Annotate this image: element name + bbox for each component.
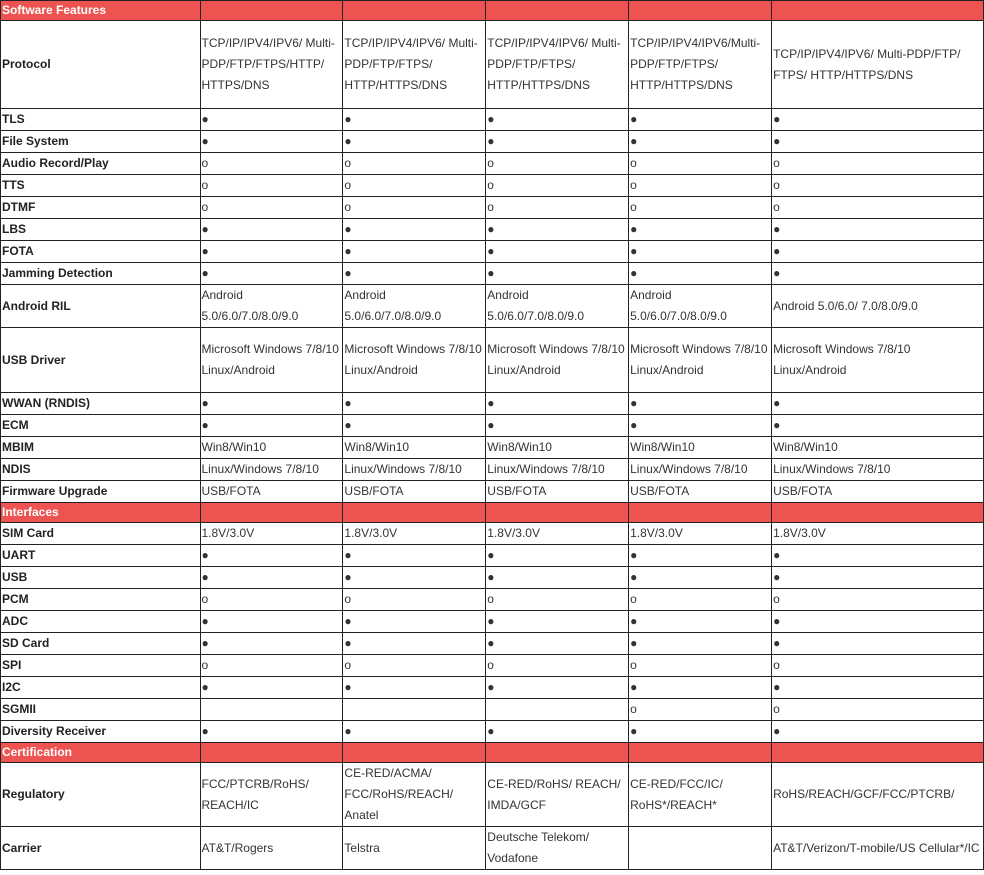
- table-cell: Win8/Win10: [343, 437, 486, 459]
- row-label: WWAN (RNDIS): [1, 393, 201, 415]
- table-cell: o: [200, 197, 343, 219]
- table-cell: o: [629, 175, 772, 197]
- table-cell: ●: [629, 219, 772, 241]
- table-row: [1, 699, 984, 721]
- table-cell: ●: [486, 677, 629, 699]
- table-cell: ●: [200, 241, 343, 263]
- row-label: SD Card: [1, 633, 201, 655]
- table-cell: o: [486, 589, 629, 611]
- table-cell: Microsoft Windows 7/8/10 Linux/Android: [200, 328, 343, 393]
- table-row: [1, 197, 984, 219]
- table-cell: ●: [486, 219, 629, 241]
- table-row: [1, 481, 984, 503]
- table-row: [1, 393, 984, 415]
- table-cell: ●: [486, 241, 629, 263]
- table-cell: ●: [629, 131, 772, 153]
- table-cell: USB/FOTA: [629, 481, 772, 503]
- table-cell: Microsoft Windows 7/8/10 Linux/Android: [629, 328, 772, 393]
- table-cell: Telstra: [343, 827, 486, 870]
- table-cell: ●: [486, 109, 629, 131]
- table-cell: o: [486, 153, 629, 175]
- table-cell: ●: [486, 393, 629, 415]
- table-cell: ●: [629, 567, 772, 589]
- row-label: SPI: [1, 655, 201, 677]
- table-cell: ●: [200, 633, 343, 655]
- table-cell: ●: [486, 545, 629, 567]
- table-cell: ●: [343, 109, 486, 131]
- table-cell: AT&T/Rogers: [200, 827, 343, 870]
- table-cell: FCC/PTCRB/RoHS/ REACH/IC: [200, 763, 343, 827]
- table-cell: o: [772, 153, 984, 175]
- table-cell: ●: [772, 567, 984, 589]
- table-cell: ●: [343, 721, 486, 743]
- row-label: ADC: [1, 611, 201, 633]
- table-cell: ●: [772, 219, 984, 241]
- table-cell: 1.8V/3.0V: [200, 523, 343, 545]
- section-header-software: [1, 1, 984, 21]
- table-row: [1, 285, 984, 328]
- table-row: [1, 153, 984, 175]
- table-row: [1, 109, 984, 131]
- table-row: [1, 633, 984, 655]
- table-cell: o: [772, 175, 984, 197]
- table-cell: USB/FOTA: [772, 481, 984, 503]
- table-cell: 1.8V/3.0V: [629, 523, 772, 545]
- table-cell: o: [486, 175, 629, 197]
- table-row: [1, 611, 984, 633]
- table-cell: TCP/IP/IPV4/IPV6/ Multi-PDP/FTP/FTPS/ HTTP/HTTPS/DNS: [486, 21, 629, 109]
- row-label: PCM: [1, 589, 201, 611]
- table-cell: ●: [200, 611, 343, 633]
- table-cell: CE-RED/ACMA/ FCC/RoHS/REACH/ Anatel: [343, 763, 486, 827]
- table-cell: Android 5.0/6.0/7.0/8.0/9.0: [486, 285, 629, 328]
- table-cell: Linux/Windows 7/8/10: [200, 459, 343, 481]
- table-cell: RoHS/REACH/GCF/FCC/PTCRB/: [772, 763, 984, 827]
- row-label: Firmware Upgrade: [1, 481, 201, 503]
- table-row: [1, 763, 984, 827]
- table-cell: CE-RED/RoHS/ REACH/ IMDA/GCF: [486, 763, 629, 827]
- table-row: [1, 589, 984, 611]
- table-cell: ●: [772, 393, 984, 415]
- row-label: Carrier: [1, 827, 201, 870]
- section-title: Certification: [1, 743, 201, 763]
- table-cell: ●: [772, 415, 984, 437]
- table-cell: o: [343, 153, 486, 175]
- section-header-certification: [1, 743, 984, 763]
- table-cell: o: [772, 197, 984, 219]
- table-cell: Win8/Win10: [200, 437, 343, 459]
- table-cell: ●: [772, 633, 984, 655]
- table-cell: ●: [772, 611, 984, 633]
- table-cell: ●: [343, 393, 486, 415]
- table-cell: Deutsche Telekom/ Vodafone: [486, 827, 629, 870]
- table-cell: o: [629, 153, 772, 175]
- table-cell: o: [200, 589, 343, 611]
- table-cell: ●: [343, 677, 486, 699]
- table-cell: Linux/Windows 7/8/10: [629, 459, 772, 481]
- table-row: [1, 21, 984, 109]
- row-label: LBS: [1, 219, 201, 241]
- table-cell: ●: [486, 721, 629, 743]
- table-cell: [629, 827, 772, 870]
- table-cell: o: [772, 655, 984, 677]
- row-label: FOTA: [1, 241, 201, 263]
- table-cell: ●: [343, 611, 486, 633]
- table-cell: ●: [629, 721, 772, 743]
- table-cell: o: [772, 699, 984, 721]
- table-cell: AT&T/Verizon/T-mobile/US Cellular*/IC: [772, 827, 984, 870]
- table-cell: USB/FOTA: [200, 481, 343, 503]
- row-label: ECM: [1, 415, 201, 437]
- section-title: Software Features: [1, 1, 201, 21]
- table-cell: ●: [486, 611, 629, 633]
- table-cell: ●: [343, 241, 486, 263]
- table-cell: ●: [200, 545, 343, 567]
- row-label: DTMF: [1, 197, 201, 219]
- table-cell: o: [200, 175, 343, 197]
- table-row: [1, 827, 984, 870]
- table-cell: o: [486, 197, 629, 219]
- table-row: [1, 721, 984, 743]
- table-cell: CE-RED/FCC/IC/ RoHS*/REACH*: [629, 763, 772, 827]
- table-row: [1, 328, 984, 393]
- table-cell: o: [629, 655, 772, 677]
- table-cell: ●: [772, 131, 984, 153]
- table-cell: TCP/IP/IPV4/IPV6/ Multi-PDP/FTP/ FTPS/ HTTP/HTTPS/DNS: [772, 21, 984, 109]
- table-row: [1, 131, 984, 153]
- table-cell: [200, 699, 343, 721]
- table-cell: ●: [772, 241, 984, 263]
- table-cell: [486, 699, 629, 721]
- table-cell: ●: [629, 415, 772, 437]
- table-cell: Win8/Win10: [486, 437, 629, 459]
- table-cell: ●: [343, 545, 486, 567]
- table-row: [1, 437, 984, 459]
- table-cell: o: [629, 699, 772, 721]
- table-row: [1, 219, 984, 241]
- table-cell: ●: [629, 677, 772, 699]
- table-cell: o: [629, 589, 772, 611]
- table-row: [1, 545, 984, 567]
- table-cell: 1.8V/3.0V: [772, 523, 984, 545]
- table-cell: o: [343, 197, 486, 219]
- table-cell: Microsoft Windows 7/8/10 Linux/Android: [772, 328, 984, 393]
- row-label: SIM Card: [1, 523, 201, 545]
- table-row: [1, 567, 984, 589]
- table-cell: ●: [200, 109, 343, 131]
- row-label: USB: [1, 567, 201, 589]
- table-cell: o: [629, 197, 772, 219]
- table-cell: ●: [343, 415, 486, 437]
- row-label: Android RIL: [1, 285, 201, 328]
- table-cell: Win8/Win10: [772, 437, 984, 459]
- table-cell: [343, 699, 486, 721]
- row-label: SGMII: [1, 699, 201, 721]
- table-cell: ●: [629, 393, 772, 415]
- table-cell: Win8/Win10: [629, 437, 772, 459]
- table-cell: 1.8V/3.0V: [486, 523, 629, 545]
- table-row: [1, 655, 984, 677]
- row-label: File System: [1, 131, 201, 153]
- table-cell: ●: [629, 633, 772, 655]
- table-row: [1, 175, 984, 197]
- table-cell: ●: [772, 677, 984, 699]
- table-cell: ●: [200, 567, 343, 589]
- table-cell: USB/FOTA: [486, 481, 629, 503]
- table-cell: ●: [486, 567, 629, 589]
- table-row: [1, 523, 984, 545]
- table-cell: ●: [486, 263, 629, 285]
- table-cell: ●: [629, 545, 772, 567]
- table-cell: ●: [200, 393, 343, 415]
- table-cell: 1.8V/3.0V: [343, 523, 486, 545]
- table-cell: Android 5.0/6.0/7.0/8.0/9.0: [629, 285, 772, 328]
- table-cell: o: [200, 153, 343, 175]
- row-label: TTS: [1, 175, 201, 197]
- row-label: Diversity Receiver: [1, 721, 201, 743]
- table-cell: o: [486, 655, 629, 677]
- section-header-interfaces: [1, 503, 984, 523]
- row-label: TLS: [1, 109, 201, 131]
- table-cell: Linux/Windows 7/8/10: [343, 459, 486, 481]
- table-cell: TCP/IP/IPV4/IPV6/ Multi- PDP/FTP/FTPS/HTTP/ HTTPS/DNS: [200, 21, 343, 109]
- table-cell: TCP/IP/IPV4/IPV6/ Multi-PDP/FTP/FTPS/ HTTP/HTTPS/DNS: [343, 21, 486, 109]
- table-cell: ●: [629, 109, 772, 131]
- table-row: [1, 241, 984, 263]
- table-cell: USB/FOTA: [343, 481, 486, 503]
- table-cell: ●: [772, 721, 984, 743]
- table-cell: ●: [772, 109, 984, 131]
- row-label: Protocol: [1, 21, 201, 109]
- row-label: MBIM: [1, 437, 201, 459]
- table-cell: o: [343, 175, 486, 197]
- table-cell: ●: [200, 677, 343, 699]
- table-cell: ●: [772, 545, 984, 567]
- table-cell: Android 5.0/6.0/7.0/8.0/9.0: [200, 285, 343, 328]
- table-cell: ●: [629, 263, 772, 285]
- table-cell: ●: [343, 263, 486, 285]
- table-cell: ●: [772, 263, 984, 285]
- table-cell: Microsoft Windows 7/8/10 Linux/Android: [486, 328, 629, 393]
- table-cell: Android 5.0/6.0/ 7.0/8.0/9.0: [772, 285, 984, 328]
- table-cell: o: [343, 589, 486, 611]
- table-cell: ●: [629, 611, 772, 633]
- row-label: NDIS: [1, 459, 201, 481]
- table-cell: ●: [200, 415, 343, 437]
- table-cell: Linux/Windows 7/8/10: [486, 459, 629, 481]
- table-cell: TCP/IP/IPV4/IPV6/Multi- PDP/FTP/FTPS/ HTTP/HTTPS/DNS: [629, 21, 772, 109]
- row-label: Jamming Detection: [1, 263, 201, 285]
- table-cell: ●: [486, 131, 629, 153]
- table-row: [1, 415, 984, 437]
- table-cell: o: [772, 589, 984, 611]
- table-cell: Linux/Windows 7/8/10: [772, 459, 984, 481]
- row-label: UART: [1, 545, 201, 567]
- row-label: I2C: [1, 677, 201, 699]
- table-cell: o: [343, 655, 486, 677]
- table-cell: Android 5.0/6.0/7.0/8.0/9.0: [343, 285, 486, 328]
- section-title: Interfaces: [1, 503, 201, 523]
- table-cell: ●: [343, 131, 486, 153]
- table-cell: ●: [629, 241, 772, 263]
- table-cell: ●: [200, 263, 343, 285]
- table-cell: ●: [343, 219, 486, 241]
- row-label: Audio Record/Play: [1, 153, 201, 175]
- table-row: [1, 263, 984, 285]
- table-cell: ●: [486, 633, 629, 655]
- table-cell: Microsoft Windows 7/8/10 Linux/Android: [343, 328, 486, 393]
- table-cell: ●: [486, 415, 629, 437]
- table-cell: ●: [343, 567, 486, 589]
- table-cell: ●: [200, 131, 343, 153]
- table-cell: ●: [200, 721, 343, 743]
- row-label: USB Driver: [1, 328, 201, 393]
- table-row: [1, 459, 984, 481]
- table-cell: ●: [200, 219, 343, 241]
- table-cell: ●: [343, 633, 486, 655]
- table-row: [1, 677, 984, 699]
- table-cell: o: [200, 655, 343, 677]
- row-label: Regulatory: [1, 763, 201, 827]
